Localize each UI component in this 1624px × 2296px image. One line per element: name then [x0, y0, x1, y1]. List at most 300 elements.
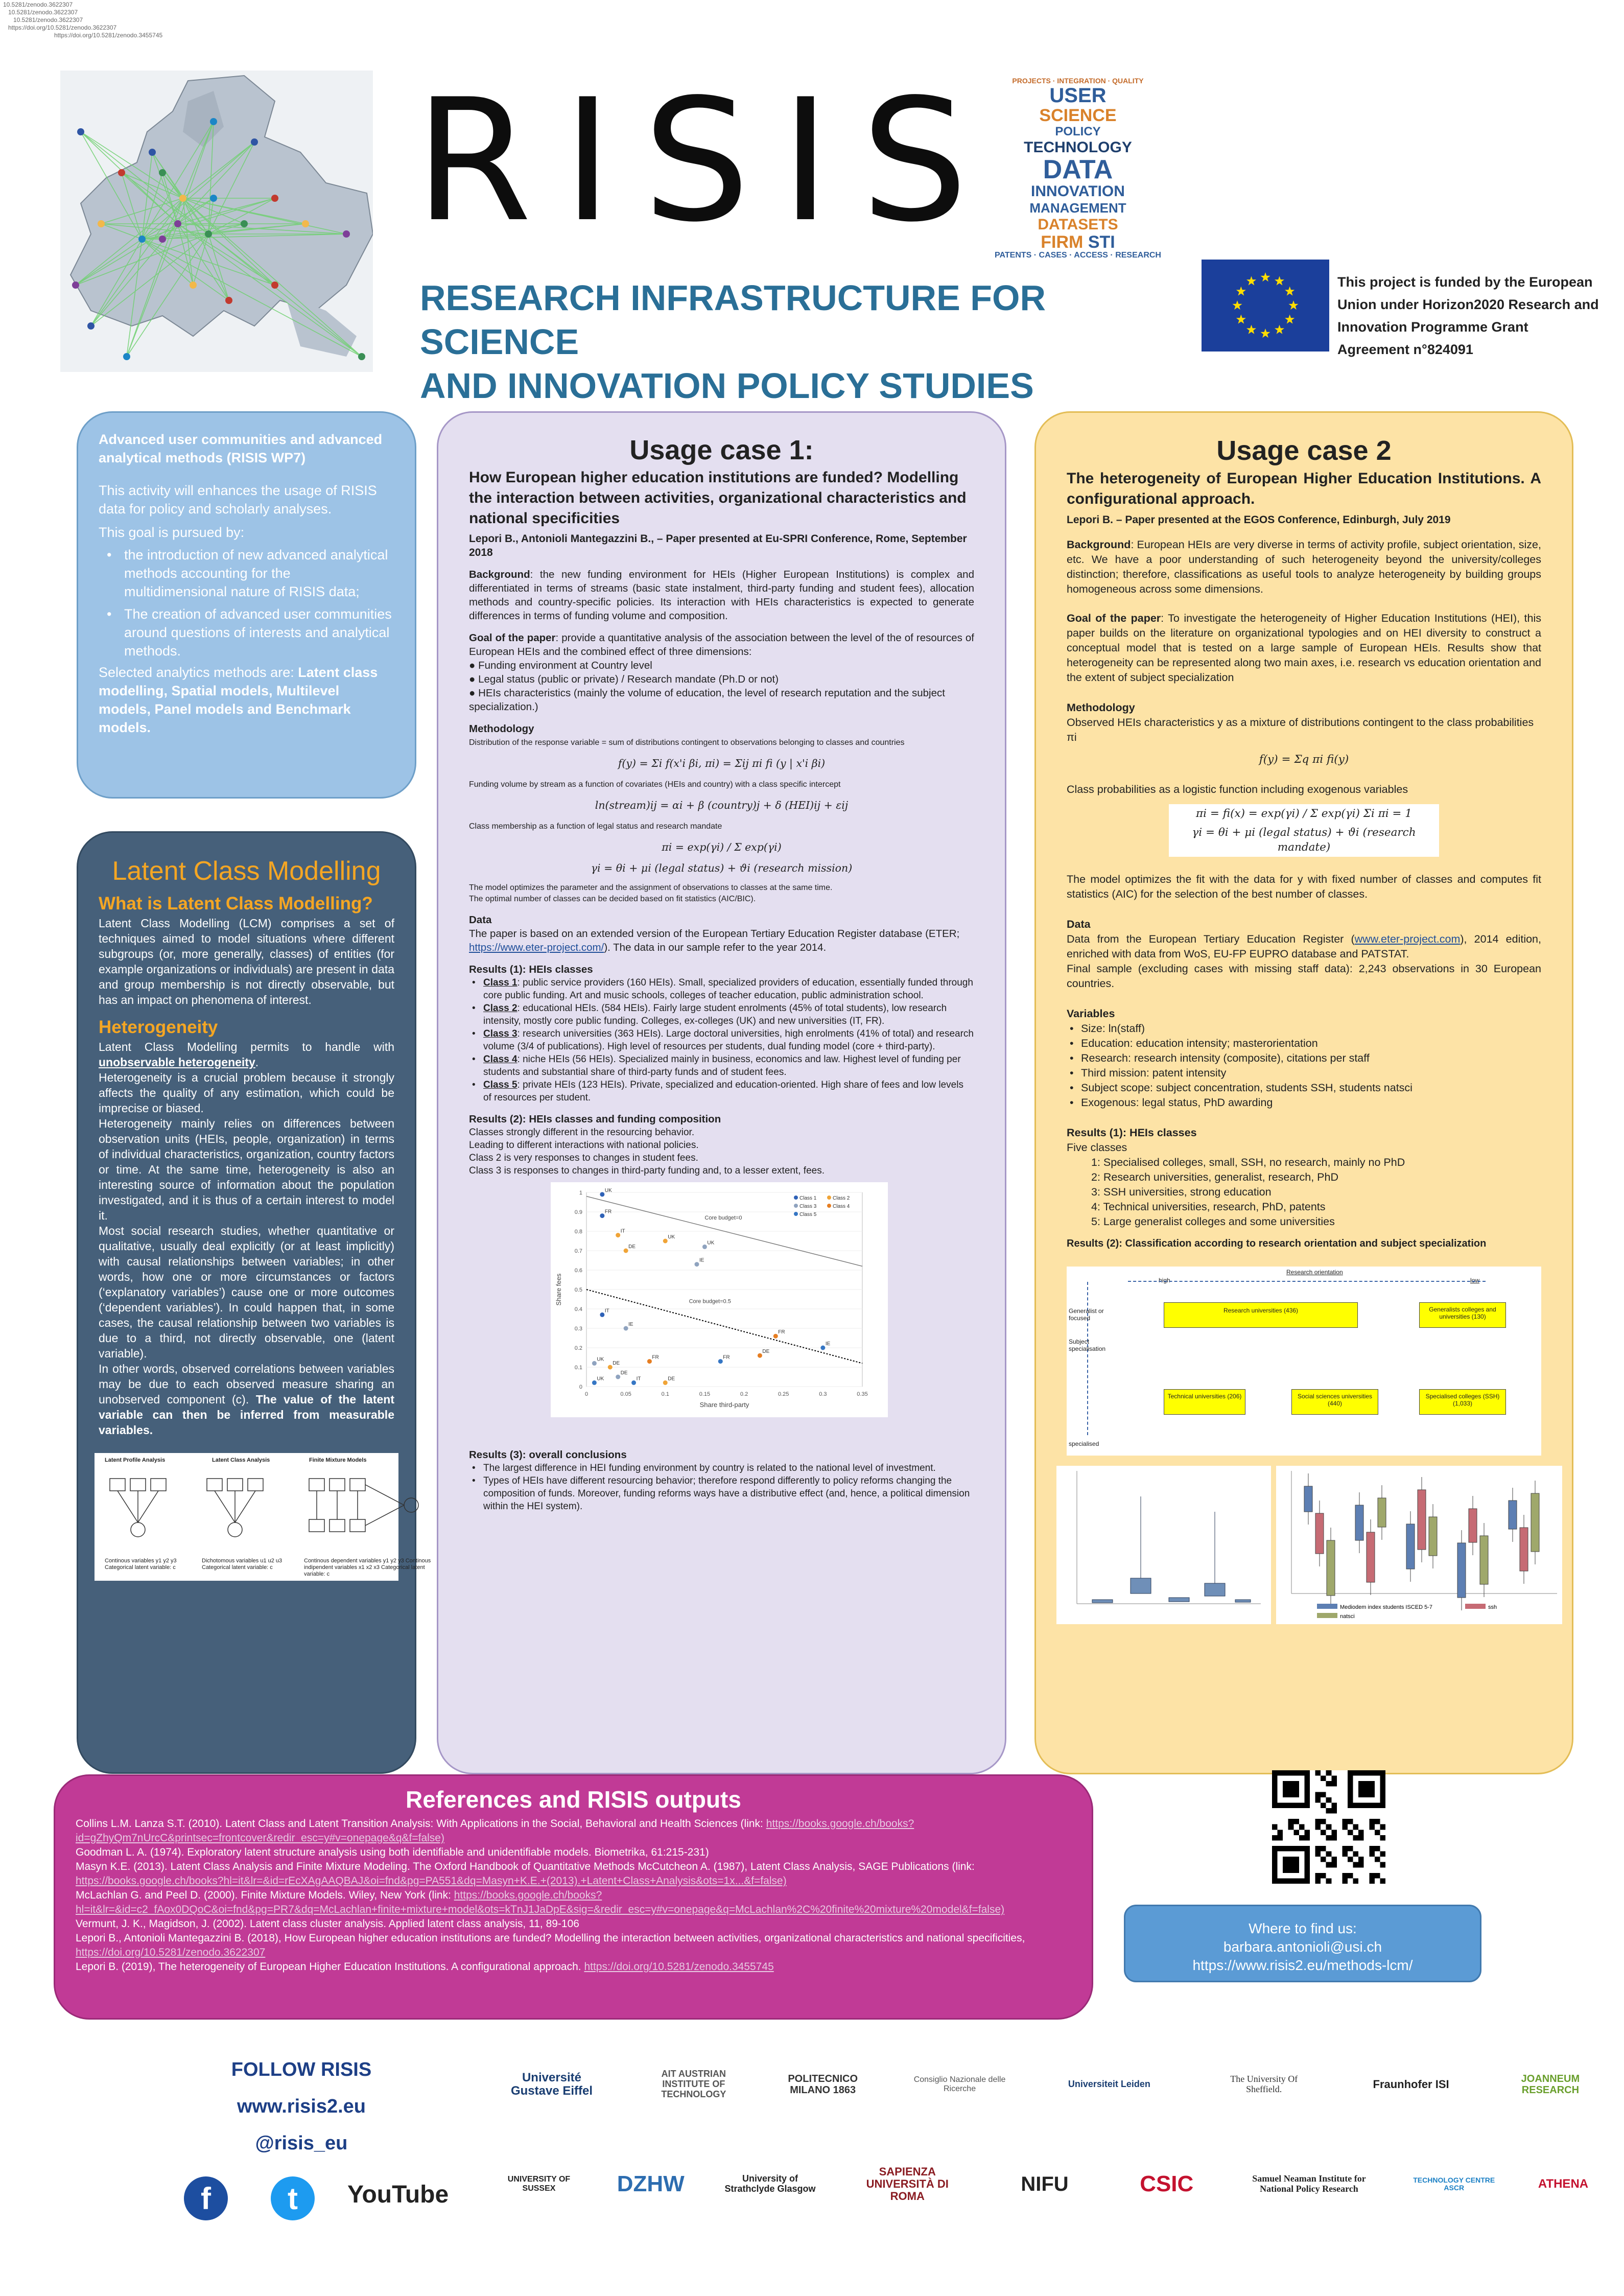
data-point: [616, 1375, 620, 1379]
map-node: [98, 220, 105, 227]
legend-label: Class 5: [799, 1212, 817, 1217]
eu-flag-icon: [1202, 260, 1329, 352]
box: [1429, 1517, 1437, 1556]
goal-label: Goal of the paper: [469, 632, 556, 644]
twitter-handle[interactable]: @risis_eu: [255, 2133, 348, 2154]
x-tick-label: 0.2: [740, 1391, 748, 1397]
x-tick-label: 0.1: [661, 1391, 669, 1397]
twitter-icon[interactable]: t: [271, 2176, 315, 2220]
partner-logo: Consiglio Nazionale delle Ricerche: [913, 2075, 1006, 2093]
website-link[interactable]: www.risis2.eu: [237, 2096, 366, 2117]
diagram-caption: Continous variables y1 y2 y3 Categorical latent variable: c: [105, 1558, 177, 1571]
data-point: [600, 1313, 604, 1317]
reference-item: Lepori B., Antonioli Mantegazzini B. (2018), How European higher education institutions are funded? Modelling the interaction between activities, organizational characteristics and national specificities, https://doi.org/10.5281/zenodo.3622307: [76, 1932, 1025, 1958]
point-label: IE: [699, 1257, 704, 1263]
equation: πi = exp(γi) / Σ exp(γi): [662, 841, 782, 853]
point-label: UK: [707, 1240, 715, 1246]
partner-logo: Universiteit Leiden: [1068, 2079, 1150, 2090]
map-node: [159, 236, 166, 243]
annotation: Core budget=0.5: [689, 1298, 731, 1305]
grid-label: Generalist or focused: [1069, 1307, 1104, 1322]
partner-logo: ATHENA: [1538, 2176, 1589, 2191]
doi-line: 10.5281/zenodo.3622307: [8, 9, 78, 16]
legend-marker: [827, 1196, 831, 1200]
background-label: Background: [469, 569, 530, 580]
box: [1469, 1509, 1477, 1542]
point-label: IE: [628, 1322, 633, 1327]
goal-label: Goal of the paper: [1067, 612, 1161, 624]
class-item: • Class 1: public service providers (160 HEIs). Small, specialized providers of education, essentially funded through core public funding. Art and music schools, colleges of teacher education, public administration school.: [469, 976, 974, 1002]
partner-logo: CSIC: [1140, 2171, 1194, 2196]
variable-item: • Size: ln(staff): [1067, 1021, 1541, 1036]
data-text: The paper is based on an extended version of the European Tertiary Education Register database (ETER;: [469, 928, 960, 940]
point-label: FR: [652, 1354, 659, 1361]
box: [1355, 1505, 1363, 1540]
usage-case-2-panel: [1034, 411, 1573, 1774]
goal-item: Funding environment at Country level: [478, 660, 652, 671]
wordcloud-word: CASES: [1039, 251, 1067, 260]
grid-box: Generalists colleges and universities (130): [1419, 1302, 1506, 1328]
boxplot-chart-1: [1056, 1466, 1271, 1624]
point-label: DE: [762, 1349, 770, 1355]
diagram-title: Finite Mixture Models: [309, 1457, 367, 1463]
map-node: [210, 195, 217, 202]
x-tick-label: 0.15: [699, 1391, 711, 1397]
data-point: [773, 1334, 778, 1339]
wordcloud-word: DATASETS: [1038, 216, 1118, 233]
box: [1406, 1524, 1415, 1569]
legend-label: Class 4: [833, 1204, 850, 1209]
contact-title: Where to find us:: [1249, 1920, 1357, 1936]
class-item: 1: Specialised colleges, small, SSH, no research, mainly no PhD: [1091, 1156, 1405, 1168]
poster-subtitle: [420, 276, 1186, 408]
class-item: • Class 4: niche HEIs (56 HEIs). Specialized mainly in business, economics and law. Highest level of funding per students and substantial share of third-party funds and of student fees.: [469, 1053, 974, 1079]
contact-url[interactable]: https://www.risis2.eu/methods-lcm/: [1192, 1957, 1413, 1973]
data-point: [592, 1380, 597, 1385]
partner-logo: UNIVERSITY OF SUSSEX: [507, 2175, 571, 2193]
y-tick-label: 0.2: [574, 1345, 582, 1351]
point-label: IT: [636, 1376, 641, 1382]
x-axis-label: Share third-party: [699, 1401, 749, 1409]
class-item: 5: Large generalist colleges and some universities: [1091, 1215, 1335, 1228]
box: [1457, 1543, 1466, 1598]
eter-link[interactable]: https://www.eter-project.com/: [469, 942, 604, 953]
reference-link[interactable]: https://doi.org/10.5281/zenodo.3455745: [584, 1961, 774, 1973]
data-point: [616, 1233, 620, 1237]
reference-link[interactable]: https://books.google.ch/books?id=gZhyQm7nUrcC&printsec=frontcover&redir_esc=y#v=onepage&q&f=false): [76, 1818, 914, 1844]
legend-label: Class 3: [799, 1204, 817, 1209]
data-point: [663, 1239, 668, 1244]
grid-label: high: [1159, 1277, 1170, 1284]
doi-line: 10.5281/zenodo.3622307: [13, 16, 83, 24]
references-title: References and RISIS outputs: [406, 1786, 741, 1813]
wp7-heading: Advanced user communities and advanced analytical methods (RISIS WP7): [99, 432, 383, 465]
lcm-heterogeneity-heading: Heterogeneity: [99, 1017, 218, 1037]
box: [1378, 1498, 1386, 1527]
map-node: [72, 282, 79, 289]
map-node: [179, 195, 186, 202]
data-text: ). The data in our sample refer to the year 2014.: [604, 942, 827, 953]
partner-logo: Fraunhofer ISI: [1373, 2077, 1449, 2091]
data-point: [663, 1380, 668, 1385]
data-point: [820, 1346, 825, 1350]
diagram-caption: Continous dependent variables y1 y2 y3 Continous indipendent variables x1 x2 x3 Categorical latent variable: c: [304, 1558, 431, 1577]
variable-item: • Exogenous: legal status, PhD awarding: [1067, 1095, 1541, 1110]
reference-link[interactable]: https://doi.org/10.5281/zenodo.3622307: [76, 1947, 266, 1958]
map-node: [190, 282, 197, 289]
lcm-panel: Latent Class Modelling What is Latent Class Modelling? Latent Class Modelling (LCM) comprises a set of techniques aimed to model situations where different subgroups (or, more generally, classes) of entities (for example organizations or individuals) are present in data and group membership is not directly observable, but has an impact on phenomena of interest. Heterogeneity Latent Class Modelling permits to handle with unobservable heterogeneity. Heterogeneity is a crucial problem because it strongly affects the quality of any estimation, which could be imprecise or biased. Heterogeneity mainly relies on differences between observation units (HEIs, people, organization) in terms of individual characteristics, organization, country factors or time. At the same time, heterogeneity is also an interesting source of information about the population investigated, and it is thus of a certain interest to model it. Most social research studies, whether quantitative or qualitative, usually deal explicitly (or at least implicitly) with causal relationships between variables; in other words, how one or more circumstances or factors (‘explanatory variables’) cause one or more outcomes (‘dependent variables’). In could happen that, in some cases, the causal relationship between two variables is due to a third, not directly observable, one (latent variable). In other words, observed correlations between variables may be due to each observed measure sharing an unobserved component (c). The value of the latent variable can then be inferred from measurable variables. Latent Profile Analysis Latent Class Analysis Finite Mixture Models Continous variables y1 y2 y3 Categorical latent variable: c Dichotomous variables u1 u2 u3 Categorical latent variable: c Continous dependent variables y1 y2 y3 Continous indipendent variables x1 x2 x3 Categorical latent variable: c: [77, 831, 416, 1774]
y-tick-label: 0.8: [574, 1229, 582, 1235]
box: [1480, 1536, 1488, 1584]
data-point: [647, 1359, 652, 1364]
classification-grid: [1067, 1267, 1541, 1456]
y-tick-label: 0.9: [574, 1209, 582, 1215]
lcm-emphasis: The value of the latent variable can then be inferred from measurable variables.: [99, 1393, 394, 1437]
data-point: [608, 1365, 613, 1370]
wordcloud-word: MANAGEMENT: [1029, 200, 1126, 216]
wordcloud-word: TECHNOLOGY: [1024, 139, 1132, 156]
variables-heading: Variables: [1067, 1008, 1115, 1020]
partner-logo: Samuel Neaman Institute for National Policy Research: [1252, 2173, 1366, 2194]
goal-item: HEIs characteristics (mainly the volume of education, the level of research reputation and the subject specialization.): [469, 687, 945, 713]
results-2-heading: Results (2): HEIs classes and funding composition: [469, 1113, 721, 1125]
wp7-intro: This activity will enhances the usage of RISIS data for policy and scholarly analyses.: [99, 483, 377, 517]
usage-case-1-authors: Lepori B., Antonioli Mantegazzini B., – Paper presented at Eu-SPRI Conference, Rome, September 2018: [469, 533, 967, 558]
map-node: [225, 297, 232, 304]
lcm-paragraph: In other words, observed correlations between variables may be due to each observed measure sharing an unobserved component (c).: [99, 1362, 394, 1406]
wordcloud-word: RESEARCH: [1115, 251, 1161, 260]
methodology-text: Class membership as a function of legal status and research mandate: [469, 822, 722, 831]
map-node: [123, 353, 130, 360]
partner-logo: NIFU: [1021, 2173, 1069, 2195]
y-tick-label: 1: [579, 1190, 582, 1196]
reference-item: McLachlan G. and Peel D. (2000). Finite Mixture Models. Wiley, New York (link: https://books.google.ch/books?hl=it&lr=&id=c2_fAox0DQoC&oi=fnd&pg=PR7&dq=McLachlan+finite+mixture+model&ots=kTnJ1JaDpE&sig=&redir_esc=y#v=onepage&q=McLachlan%2C%20finite%20mixture%20model&f=false): [76, 1889, 1005, 1915]
class-item: • Class 5: private HEIs (123 HEIs). Private, specialized and education-oriented. High share of fees and low levels of resources per student.: [469, 1079, 974, 1104]
point-label: UK: [604, 1187, 612, 1193]
data-point: [695, 1262, 699, 1267]
partner-logo: University of Strathclyde Glasgow: [724, 2173, 816, 2194]
methodology-text: Class probabilities as a logistic function including exogenous variables: [1067, 783, 1408, 795]
wordcloud-word: ACCESS: [1074, 251, 1108, 260]
youtube-icon[interactable]: YouTube: [347, 2181, 449, 2208]
map-node: [138, 236, 146, 243]
diagram-title: Latent Profile Analysis: [105, 1457, 166, 1463]
point-label: DE: [668, 1376, 675, 1382]
methodology-text: The model optimizes the parameter and the assignment of observations to classes at the same time.: [469, 883, 833, 892]
data-text: Final sample (excluding cases with missing staff data): 2,243 observations in 30 European countries.: [1067, 963, 1541, 990]
data-heading: Data: [1067, 918, 1091, 930]
box: [1418, 1490, 1426, 1550]
latent-diagram-graphic: [95, 1468, 442, 1555]
reference-item: Goodman L. A. (1974). Exploratory latent structure analysis using both identifiable and unidentifiable models. Biometrika, 61:215-231): [76, 1846, 709, 1858]
x-tick-label: 0.3: [819, 1391, 827, 1397]
legend-label: ssh: [1488, 1604, 1497, 1610]
background-label: Background: [1067, 538, 1131, 551]
follow-title: FOLLOW RISIS: [231, 2059, 372, 2080]
point-label: IT: [620, 1228, 625, 1234]
annotation: Core budget=0: [704, 1215, 742, 1222]
methodology-text: Funding volume by stream as a function of covariates (HEIs and country) with a class specific intercept: [469, 780, 841, 789]
map-node: [241, 220, 248, 227]
legend-label: natsci: [1340, 1613, 1355, 1620]
map-node: [174, 220, 181, 227]
lcm-paragraph: Latent Class Modelling (LCM) comprises a set of techniques aimed to model situations where different subgroups (or, more generally, classes) of entities (for example organizations or individuals) are present in data and group membership is not directly observable, but has an impact on phenomena of interest.: [99, 917, 394, 1006]
legend-label: Class 1: [799, 1196, 817, 1201]
wp7-methods-label: Selected analytics methods are:: [99, 665, 298, 680]
point-label: FR: [604, 1209, 612, 1215]
equation: ln(stream)ij = αi + β (country)j + δ (HEI)ij + εij: [595, 799, 849, 811]
reference-link[interactable]: https://books.google.ch/books?hl=it&lr=&id=rEcXAgAAQBAJ&oi=fnd&pg=PA551&dq=Masyn+K.E.+(2013).+Latent+Class+Analysis&ots=1x...&f=false): [76, 1875, 787, 1887]
funding-text: This project is funded by the European Union under Horizon2020 Research and Innovation Programme Grant Agreement n°824091: [1337, 274, 1599, 357]
grid-box: Social sciences universities (440): [1291, 1389, 1378, 1415]
grid-box: Specialised colleges (SSH) (1,033): [1419, 1389, 1506, 1415]
usage-case-1-title: Usage case 1:: [629, 435, 814, 465]
results-1-heading: Results (1): HEIs classes: [469, 964, 593, 975]
results-2-list: [469, 1126, 974, 1177]
lcm-paragraph: Heterogeneity is a crucial problem because it strongly affects the quality of any estimation, which could be imprecise or biased.: [99, 1071, 394, 1115]
usage-case-2-subtitle: The heterogeneity of European Higher Education Institutions. A configurational approach.: [1067, 470, 1541, 507]
grid-label: specialised: [1069, 1440, 1099, 1447]
data-point: [631, 1380, 636, 1385]
europe-network-map: [60, 71, 373, 372]
wordcloud: PROJECTS · INTEGRATION · QUALITY USER SCIENCE POLICY TECHNOLOGY DATA INNOVATION MANAGEMENT DATASETS FIRM STI PATENTS · CASES · ACCESS · RESEARCH: [988, 77, 1167, 250]
methodology-text: The model optimizes the fit with the data for y with fixed number of classes and computes fit statistics (AIC) for the selection of the best number of classes.: [1067, 873, 1541, 900]
equation: γi = θi + μi (legal status) + ϑi (research mission): [591, 862, 853, 874]
usage-case-2-title: Usage case 2: [1216, 435, 1392, 466]
grid-label: low: [1470, 1277, 1480, 1284]
goal-list: ● Funding environment at Country level ● Legal status (public or private) / Research mandate (Ph.D or not) ● HEIs characteristics (mainly the volume of education, the level of research reputation and the subject specialization.): [469, 660, 945, 713]
map-node: [159, 169, 166, 176]
map-node: [118, 169, 125, 176]
partner-logo: TECHNOLOGY CENTRE ASCR: [1413, 2175, 1495, 2192]
variable-item: • Education: education intensity; masterorientation: [1067, 1036, 1541, 1051]
box: [1315, 1513, 1324, 1554]
wordcloud-word: USER: [1049, 84, 1107, 107]
class-item: • Class 3: research universities (363 HEIs). Large doctoral universities, high enrolments (41% of total) and research volume (3/4 of publications). High level of resources per students, dual funding model (core + third-party).: [469, 1027, 974, 1053]
contact-box: [1124, 1905, 1481, 1982]
equation: f(y) = Σq πi fi(y): [1259, 753, 1349, 766]
partner-logo: POLITECNICO MILANO 1863: [788, 2073, 858, 2096]
reference-item: Lepori B. (2019), The heterogeneity of European Higher Education Institutions. A configurational approach. https://doi.org/10.5281/zenodo.3455745: [76, 1961, 774, 1973]
references-panel: [54, 1774, 1093, 2020]
data-text: ), 2014 edition, enriched with data from WoS, EU-FP EUPRO database and PATSTAT.: [1067, 933, 1541, 960]
wordcloud-word: STI: [1088, 232, 1115, 252]
results-1-intro: Five classes: [1067, 1141, 1127, 1154]
wordcloud-word: INNOVATION: [1031, 183, 1125, 200]
wordcloud-word: POLICY: [1055, 125, 1101, 138]
point-label: DE: [620, 1370, 628, 1376]
x-tick-label: 0.05: [620, 1391, 631, 1397]
data-point: [758, 1353, 762, 1358]
goal-text: : provide a quantitative analysis of the association between the level of the of resources of European HEIs and the combined effect of three dimensions:: [469, 632, 974, 658]
legend-label: Mediodem index students ISCED 5-7: [1340, 1604, 1432, 1610]
methodology-text: Distribution of the response variable = sum of distributions contingent to observations belonging to classes and countries: [469, 738, 905, 747]
diagram-caption: Dichotomous variables u1 u2 u3 Categorical latent variable: c: [202, 1558, 283, 1571]
reference-link[interactable]: https://books.google.ch/books?hl=it&lr=&id=c2_fAox0DQoC&oi=fnd&pg=PR7&dq=McLachlan+finite+mixture+model&ots=kTnJ1JaDpE&sig=&redir_esc=y#v=onepage&q=McLachlan%2C%20finite%20mixture%20model&f=false): [76, 1889, 1005, 1915]
grid-label: Research orientation: [1286, 1269, 1343, 1276]
point-label: UK: [597, 1376, 604, 1382]
subtitle-line-1: RESEARCH INFRASTRUCTURE FOR SCIENCE: [420, 278, 1046, 362]
data-heading: Data: [469, 914, 492, 926]
y-tick-label: 0: [579, 1384, 582, 1390]
point-label: UK: [597, 1356, 604, 1363]
partner-logo: SAPIENZA UNIVERSITÀ DI ROMA: [866, 2165, 949, 2203]
map-node: [87, 322, 95, 330]
wordcloud-word: DATA: [1043, 155, 1113, 184]
follow-block: [204, 2051, 398, 2162]
methodology-heading: Methodology: [1067, 701, 1135, 714]
box: [1520, 1528, 1528, 1571]
data-point: [624, 1249, 628, 1253]
wordcloud-word: PATENTS: [995, 251, 1032, 260]
map-node: [343, 230, 350, 238]
results-3-item: • Types of HEIs have different resourcing behavior; therefore respond differently to policy reforms changing the composition of funds. Moreover, funding reforms ways have a distributive effect (and, hence, a political dimension within the HEI system).: [469, 1474, 974, 1513]
y-tick-label: 0.7: [574, 1248, 582, 1254]
box: [1304, 1486, 1312, 1512]
map-node: [271, 282, 278, 289]
data-point: [624, 1326, 628, 1331]
class-item: 3: SSH universities, strong education: [1091, 1186, 1272, 1198]
map-node: [251, 138, 258, 146]
results-2-item: Leading to different interactions with national policies.: [469, 1140, 699, 1151]
point-label: FR: [778, 1329, 785, 1336]
grid-box: Technical universities (206): [1164, 1389, 1245, 1415]
point-label: IE: [825, 1341, 831, 1347]
x-tick-label: 0: [584, 1391, 589, 1397]
point-label: FR: [723, 1354, 730, 1361]
lcm-emphasis: unobservable heterogeneity: [99, 1056, 255, 1069]
grid-box: Research universities (436): [1164, 1302, 1358, 1328]
poster-title: RISIS: [415, 63, 999, 259]
usage-case-1-panel: [437, 411, 1006, 1774]
legend-marker: [827, 1204, 831, 1208]
facebook-icon[interactable]: f: [184, 2176, 228, 2220]
data-point: [600, 1192, 604, 1197]
boxplot-chart-2: [1276, 1466, 1562, 1624]
point-label: DE: [613, 1361, 620, 1366]
results-1-list: [1067, 1155, 1541, 1229]
map-node: [271, 195, 278, 202]
partner-logos-row-2: [501, 2151, 1594, 2217]
grid-label: Subject specialisation: [1069, 1338, 1106, 1352]
results-3-item: • The largest difference in HEI funding environment by country is related to the national level of investment.: [469, 1462, 974, 1474]
results-1-heading: Results (1): HEIs classes: [1067, 1127, 1197, 1139]
legend-marker: [794, 1196, 798, 1200]
map-node: [210, 118, 217, 125]
reference-item: Vermunt, J. K., Magidson, J. (2002). Latent class cluster analysis. Applied latent class analysis, 11, 89-106: [76, 1918, 579, 1930]
legend-marker: [794, 1204, 798, 1208]
legend-marker: [794, 1212, 798, 1216]
data-point: [592, 1361, 597, 1366]
qr-code[interactable]: [1272, 1770, 1385, 1884]
box: [1367, 1532, 1375, 1582]
equation: πi = fi(x) = exp(γi) / Σ exp(γi) Σi πi = 1: [1169, 804, 1439, 823]
map-node: [149, 149, 156, 156]
y-tick-label: 0.1: [574, 1365, 582, 1371]
class-item: 4: Technical universities, research, PhD, patents: [1091, 1201, 1326, 1213]
box: [1509, 1501, 1517, 1529]
data-text: Data from the European Tertiary Education Register (: [1067, 933, 1355, 945]
point-label: UK: [668, 1234, 675, 1240]
lcm-paragraph: Latent Class Modelling permits to handle with: [99, 1040, 394, 1053]
usage-case-1-subtitle: How European higher education institutions are funded? Modelling the interaction between activities, organizational characteristics and national specificities: [469, 469, 967, 527]
data-point: [718, 1359, 723, 1364]
y-tick-label: 0.5: [574, 1287, 582, 1293]
partner-logos-row-1: [501, 2054, 1594, 2115]
partner-logo: JOANNEUM RESEARCH: [1521, 2073, 1580, 2096]
y-tick-label: 0.3: [574, 1326, 582, 1332]
wp7-item: • The creation of advanced user communities around questions of interests and analytical methods.: [104, 605, 394, 660]
reference-item: Masyn K.E. (2013). Latent Class Analysis and Finite Mixture Modeling. The Oxford Handbook of Quantitative Methods McCutcheon A. (1987), Latent Class Analysis, SAGE Publications (link: https://books.google.ch/books?hl=it&lr=&id=rEcXAgAAQBAJ&oi=fnd&pg=PA551&dq=Masyn+K.E.+(2013).+Latent+Class+Analysis&ots=1x...&f=false): [76, 1861, 975, 1887]
methodology-text: The optimal number of classes can be decided based on fit statistics (AIC/BIC).: [469, 895, 756, 903]
lcm-paragraph: Heterogeneity mainly relies on differences between observation units (HEIs, people, organization) in terms of individual characteristics, organization, country factors or time. At the same time, heterogeneity is also an interesting source of information about the population investigated, and it is thus of a certain interest to model it.: [99, 1117, 394, 1222]
class-item: 2: Research universities, generalist, research, PhD: [1091, 1171, 1338, 1183]
wordcloud-word: FIRM: [1041, 232, 1084, 252]
goal-text: : To investigate the heterogeneity of Higher Education Institutions (HEI), this paper builds on the literature on organizational typologies and on HEI diversity to construct a conceptual model that is tested on a large sample of European HEIs. Results show that heterogeneity can be represented along two main axes, i.e. research vs education orientation and the extent of subject specialization: [1067, 612, 1541, 684]
y-tick-label: 0.4: [574, 1306, 582, 1313]
background-text: : the new funding environment for HEIs (Higher European Institutions) is complex and differentiated in terms of streams (basic state instalment, third-party funding and student fees), allocation methods and country-specific policies. Its interaction with HEIs characteristics is expected to generate differences in terms of funding volume and composition.: [469, 569, 974, 622]
partner-logo: AIT AUSTRIAN INSTITUTE OF TECHNOLOGY: [661, 2069, 726, 2099]
y-tick-label: 0.6: [574, 1268, 582, 1274]
goal-item: Legal status (public or private) / Research mandate (Ph.D or not): [478, 673, 779, 685]
variable-item: • Third mission: patent intensity: [1067, 1066, 1541, 1081]
wp7-methods: Latent class modelling, Spatial models, Multilevel models, Panel models and Benchmark models.: [99, 665, 378, 735]
results-3-heading: Results (3): overall conclusions: [469, 1449, 627, 1461]
partner-logo: The University Of Sheffield.: [1230, 2074, 1298, 2094]
background-text: : European HEIs are very diverse in terms of activity profile, subject orientation, size, etc. We have a poor understanding of such heterogeneity beyond the university/colleges distinction; therefore, classifications as useful tools to analyze heterogeneity by building groups homogeneous across some dimensions.: [1067, 538, 1541, 595]
class-item: • Class 2: educational HEIs. (584 HEIs). Fairly large student enrolments (45% of total students), low research intensity, mostly core public funding. Colleges, ex-colleges (UK) and new universities (IT, FR).: [469, 1002, 974, 1027]
doi-line: https://doi.org/10.5281/zenodo.3455745: [54, 32, 163, 39]
variables-list: [1067, 1021, 1541, 1110]
reference-item: Collins L.M. Lanza S.T. (2010). Latent Class and Latent Transition Analysis: With Applications in the Social, Behavioral and Health Sciences (link: https://books.google.ch/books?id=gZhyQm7nUrcC&printsec=frontcover&redir_esc=y#v=onepage&q&f=false): [76, 1818, 914, 1844]
variable-item: • Research: research intensity (composite), citations per staff: [1067, 1051, 1541, 1066]
usage-case-2-authors: Lepori B. – Paper presented at the EGOS Conference, Edinburgh, July 2019: [1067, 514, 1451, 526]
box: [1531, 1493, 1539, 1552]
equation: γi = θi + μi (legal status) + ϑi (research mandate): [1169, 823, 1439, 857]
lcm-diagrams: [95, 1453, 431, 1581]
contact-email[interactable]: barbara.antonioli@usi.ch: [1223, 1939, 1382, 1955]
diagram-title: Latent Class Analysis: [212, 1457, 270, 1463]
lcm-title: Latent Class Modelling: [112, 856, 381, 886]
legend-label: Class 2: [833, 1196, 850, 1201]
doi-line: https://doi.org/10.5281/zenodo.3622307: [8, 24, 117, 31]
doi-line: 10.5281/zenodo.3622307: [3, 1, 73, 8]
lcm-question: What is Latent Class Modelling?: [99, 894, 373, 913]
methodology-text: Observed HEIs characteristics y as a mixture of distributions contingent to the class probabilities πi: [1067, 716, 1534, 743]
x-tick-label: 0.25: [778, 1391, 789, 1397]
results-2-item: Classes strongly different in the resourcing behavior.: [469, 1127, 695, 1138]
results-2-item: Class 2 is very responses to changes in student fees.: [469, 1153, 698, 1163]
point-label: DE: [628, 1244, 636, 1250]
scatter-chart: [551, 1182, 888, 1417]
wp7-item: • the introduction of new advanced analytical methods accounting for the multidimensional nature of RISIS data;: [104, 546, 394, 601]
map-node: [77, 128, 84, 135]
results-2-item: Class 3 is responses to changes in third-party funding and, to a lesser extent, fees.: [469, 1165, 825, 1176]
y-axis-label: Share fees: [555, 1273, 562, 1306]
subtitle-line-2: AND INNOVATION POLICY STUDIES: [420, 366, 1034, 406]
box: [1327, 1540, 1335, 1596]
map-node: [302, 220, 309, 227]
map-node: [205, 230, 212, 238]
doi-stack: [3, 1, 162, 39]
eter-link[interactable]: www.eter-project.com: [1354, 933, 1461, 945]
wp7-goal: This goal is pursued by:: [99, 525, 245, 540]
point-label: IT: [604, 1308, 609, 1314]
data-point: [600, 1213, 604, 1218]
data-point: [702, 1245, 707, 1249]
methodology-heading: Methodology: [469, 723, 534, 735]
map-node: [358, 353, 365, 360]
